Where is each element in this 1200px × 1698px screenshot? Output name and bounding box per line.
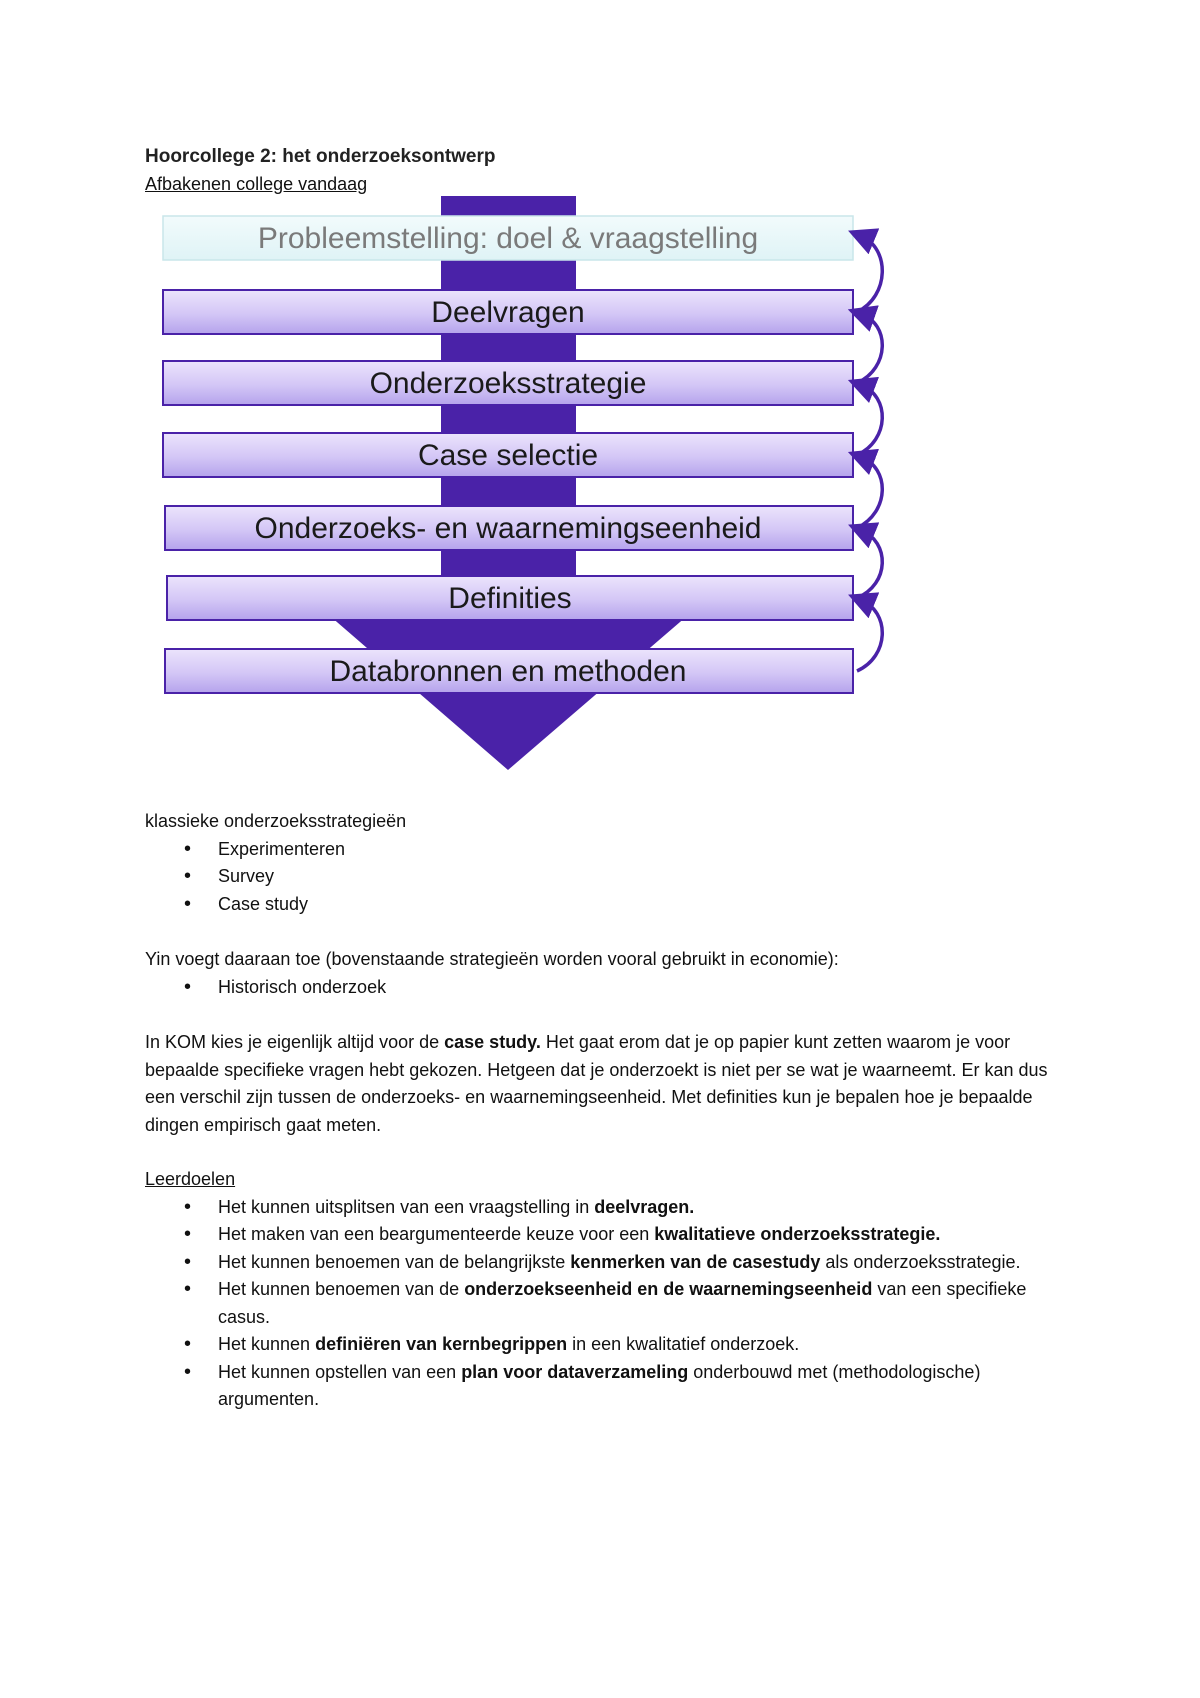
diagram-box-1 [163,216,853,260]
loop-arrow-1 [857,236,882,312]
item-bold: onderzoekseenheid en de waarnemingseenheid [464,1279,873,1299]
page-title: Hoorcollege 2: het onderzoeksontwerp [145,146,496,167]
strategies-list [145,836,1075,919]
yin-list [145,974,1075,1002]
kom-text-post: Het gaat erom dat je op papier kunt zetten waarom je voor bepaalde specifieke vragen hebt gekozen. Hetgeen dat je onderzoekt is niet per se wat je waarneemt. Er kan dus een verschil zijn tussen de onderzoeks- en waarnemingseenheid. Met definities kun je bepalen hoe je bepaalde dingen empirisch gaat meten. [145,1032,1048,1135]
list-item: • Survey [145,863,1075,891]
diagram-box-7-label: Databronnen en methoden [329,655,687,688]
diagram-box-3-label: Onderzoeksstrategie [369,367,647,400]
item-bold: deelvragen. [594,1196,695,1217]
loop-arrow-2 [857,314,882,383]
item-text: als onderzoeksstrategie. [820,1251,1021,1272]
list-item [145,1359,1065,1414]
diagram-box-2-label: Deelvragen [431,296,585,329]
strategies-heading: klassieke onderzoeksstrategieën [145,811,407,831]
item-text: Het kunnen uitsplitsen van een vraagstelling in [218,1196,595,1217]
item-bold: plan voor dataverzameling [461,1361,689,1382]
leerdoelen-list [145,1194,1065,1414]
research-design-diagram [145,196,905,776]
leerdoelen-heading: Leerdoelen [145,1169,236,1189]
kom-paragraph [145,1029,1060,1139]
item-bold: kwalitatieve onderzoeksstrategie. [654,1224,941,1244]
item-text: van een specifieke casus. [218,1279,1027,1327]
list-item [145,1331,1065,1359]
item-text: Het kunnen benoemen van de [218,1279,465,1299]
diagram-box-7 [165,649,853,693]
diagram-box-1-label: Probleemstelling: doel & vraagstelling [257,222,759,255]
item-text: in een kwalitatief onderzoek. [567,1334,800,1354]
leerdoelen-section [145,1166,1065,1414]
yin-section [145,946,1075,1001]
section-subtitle: Afbakenen college vandaag [145,174,368,194]
diagram-box-6 [167,576,853,620]
diagram-box-6-label: Definities [448,582,572,615]
feedback-arrows [857,236,882,671]
loop-arrow-5 [857,530,882,598]
item-text: Het kunnen [218,1334,316,1354]
diagram-box-4 [163,433,853,477]
item-text: onderbouwd met (methodologische) argumenten. [218,1361,981,1409]
list-item [145,1221,1065,1249]
kom-text-bold: case study. [444,1032,541,1052]
yin-text: Yin voegt daaraan toe (bovenstaande strategieën worden vooral gebruikt in economie): [145,949,839,969]
loop-arrow-3 [857,385,882,455]
item-text: Het maken van een beargumenteerde keuze voor een [218,1224,655,1244]
list-item: • Case study [145,891,1075,919]
item-text: Het kunnen benoemen van de belangrijkste [218,1251,571,1272]
diagram-box-5 [165,506,853,550]
diagram-box-2 [163,290,853,334]
diagram-box-5-label: Onderzoeks- en waarnemingseenheid [254,512,762,545]
kom-text-pre: In KOM kies je eigenlijk altijd voor de [145,1032,445,1052]
list-item: • Historisch onderzoek [145,974,1075,1002]
loop-arrow-6 [857,600,882,671]
strategies-section [145,808,1075,918]
list-item [145,1194,1065,1222]
list-item [145,1276,1065,1331]
item-bold: kenmerken van de casestudy [570,1251,821,1272]
diagram-box-4-label: Case selectie [417,439,599,472]
list-item [145,1249,1065,1277]
item-bold: definiëren van kernbegrippen [315,1334,568,1354]
list-item: • Experimenteren [145,836,1075,864]
diagram-box-3 [163,361,853,405]
loop-arrow-4 [857,457,882,528]
item-text: Het kunnen opstellen van een [218,1361,462,1382]
